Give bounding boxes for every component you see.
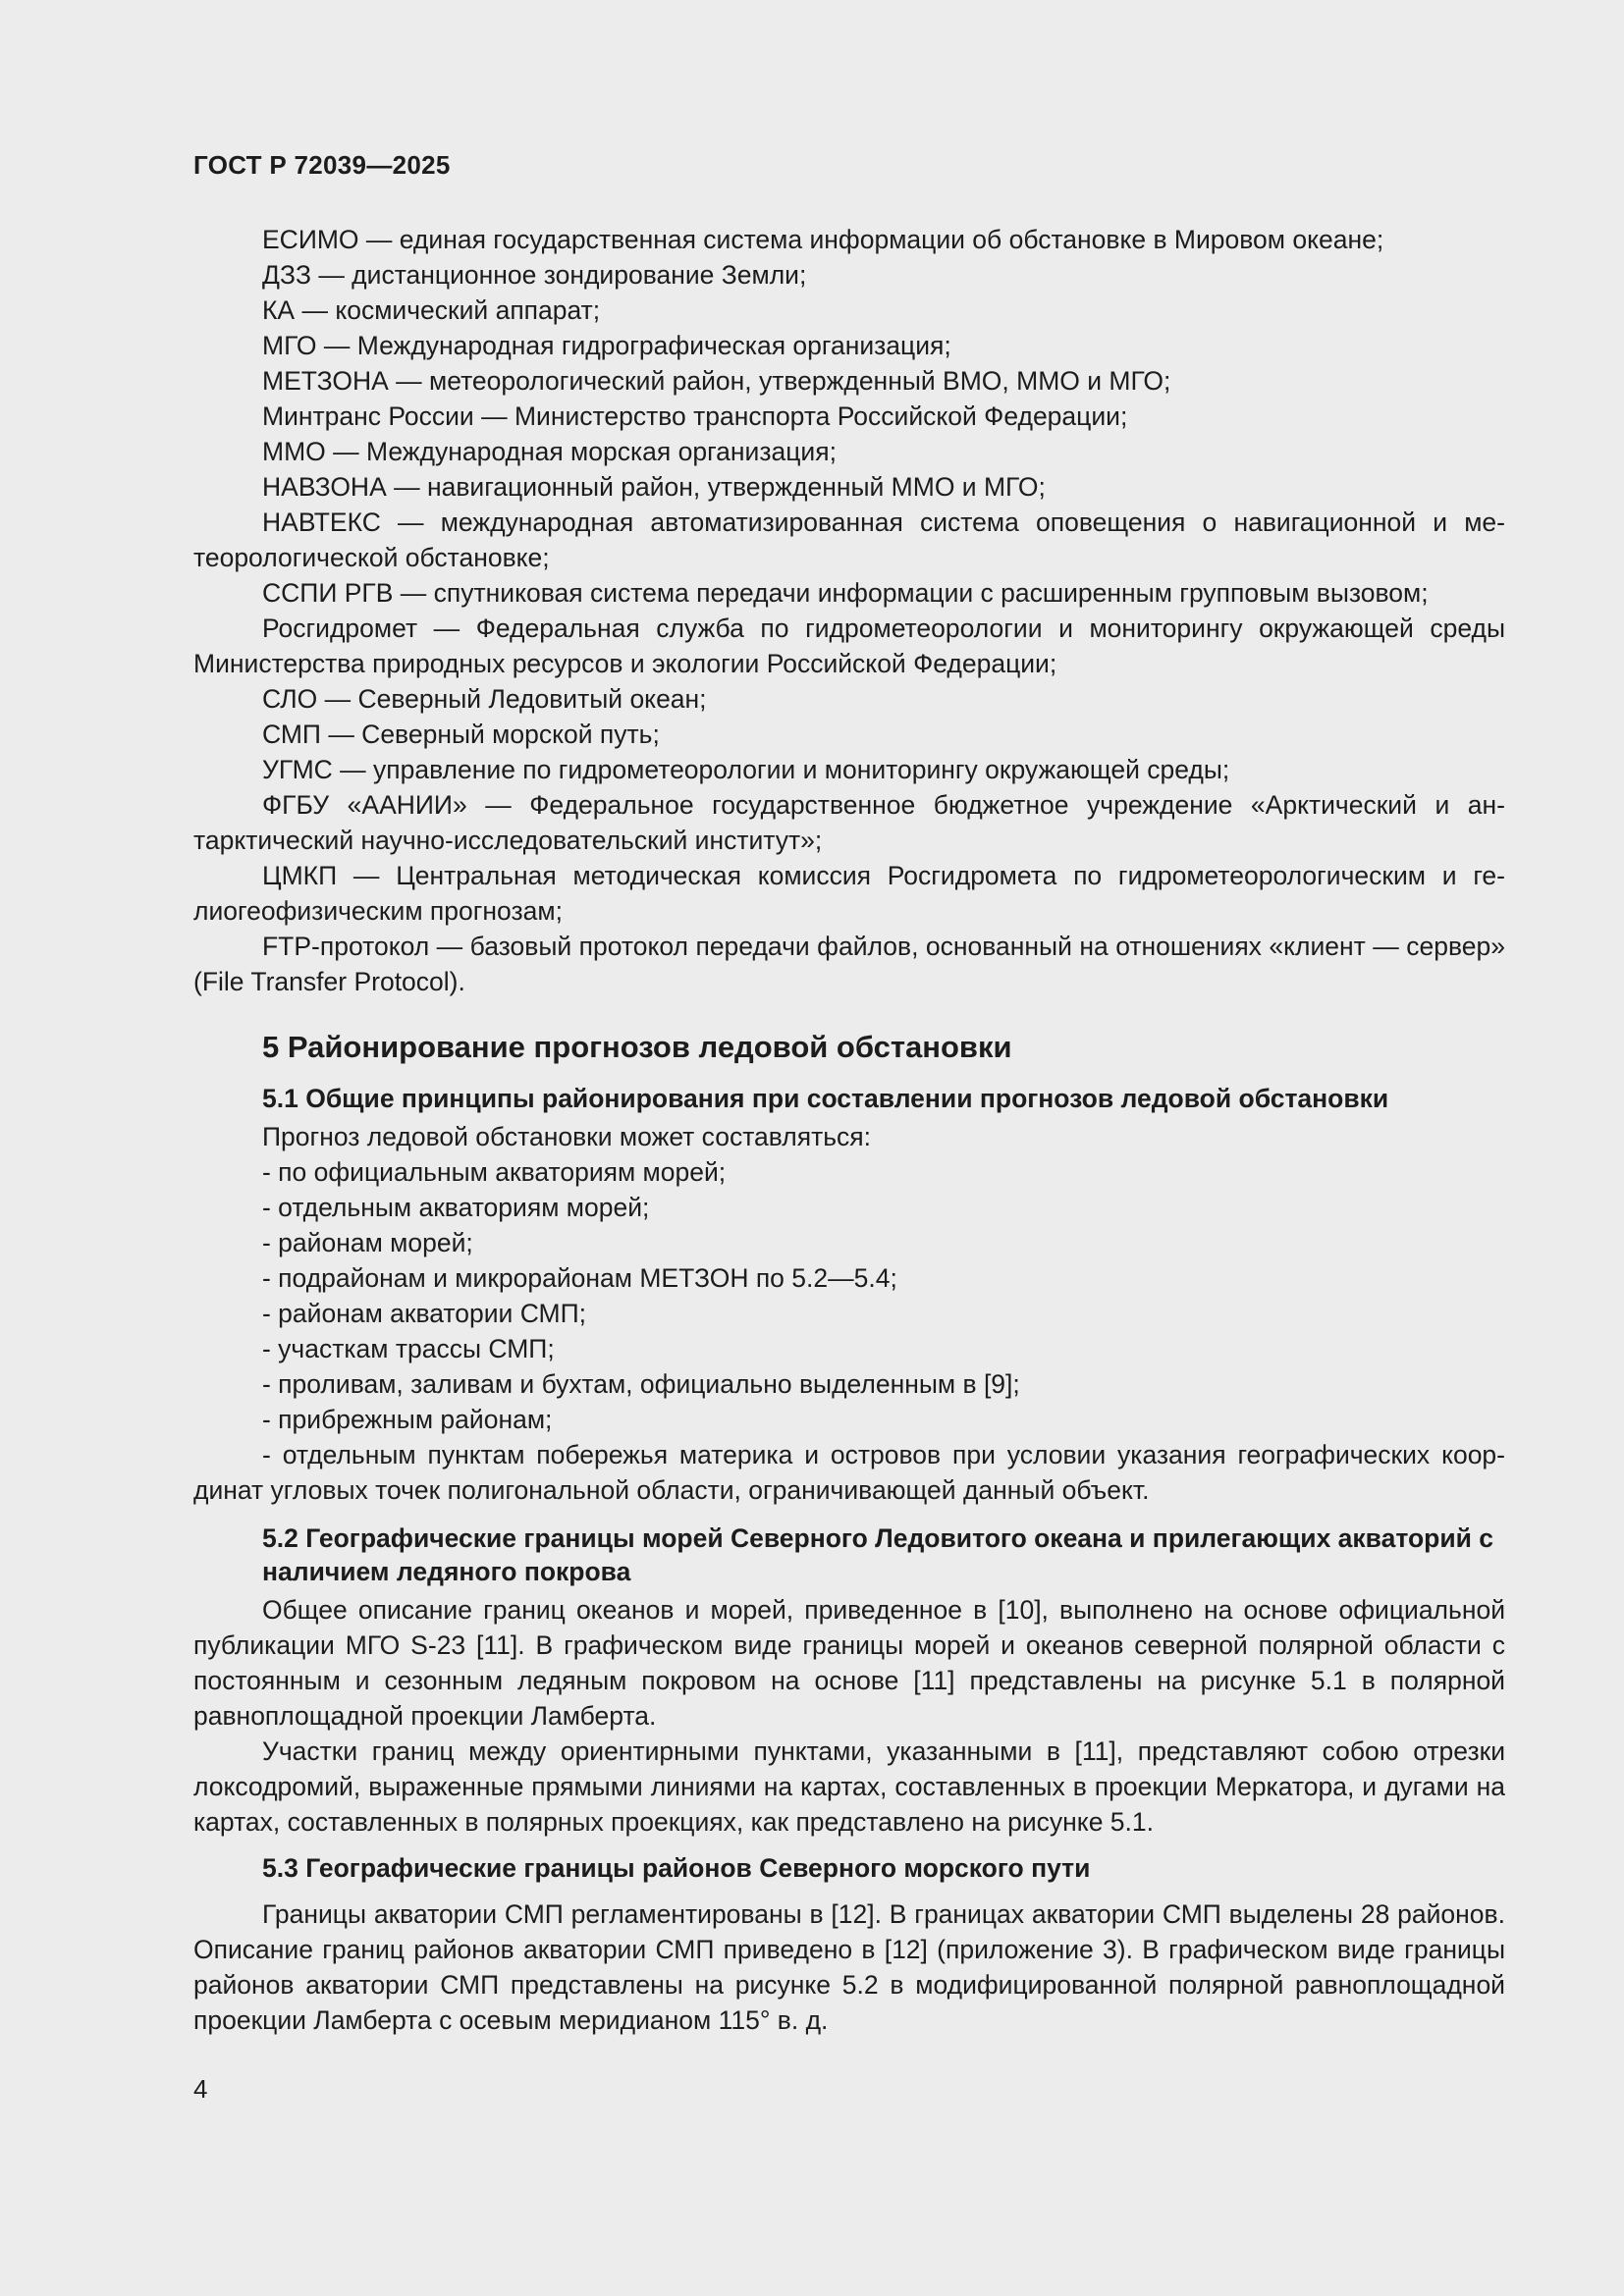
abbreviation-item: Минтранс России — Министерство транспорта Российской Федерации; [262, 401, 1128, 431]
abbreviation-item: ССПИ РГВ — спутниковая система передачи информации с расширенным групповым вызовом; [262, 578, 1429, 608]
abbreviation-item: УГМС — управление по гидрометеорологии и мониторингу окружающей среды; [262, 755, 1230, 784]
abbreviation-item: ДЗЗ — дистанционное зондирование Земли; [262, 260, 807, 290]
abbreviation-item: ММО — Международная морская организация; [262, 437, 837, 466]
list-item: - районам акватории СМП; [262, 1299, 587, 1328]
abbreviation-item: МЕТЗОНА — метеорологический район, утвержденный ВМО, ММО и МГО; [262, 366, 1171, 396]
list-item: - подрайонам и микрорайонам МЕТЗОН по 5.2—5.4; [262, 1263, 897, 1293]
subsection-5-1-intro: Прогноз ледовой обстановки может составляться: [262, 1122, 871, 1151]
abbreviation-item: КА — космический аппарат; [262, 295, 601, 325]
abbreviation-item: ЦМКП — Центральная методическая комиссия Росгидромета по гидрометеорологическим и гелиогеофизическим прогнозам; [193, 861, 1505, 926]
subsection-5-3-title: 5.3 Географические границы районов Северного морского пути [262, 1853, 1091, 1883]
list-item: - отдельным акваториям морей; [262, 1193, 650, 1222]
page-content [193, 222, 1505, 2038]
list-item: - участкам трассы СМП; [262, 1334, 555, 1363]
abbreviation-item: ЕСИМО — единая государственная система информации об обстановке в Мировом океане; [262, 225, 1384, 254]
abbreviation-item: FTP-протокол — базовый протокол передачи файлов, основанный на отношениях «клиент — сервер» (File Transfer Protocol). [193, 932, 1505, 996]
page-number: 4 [193, 2074, 208, 2104]
abbreviation-item: НАВТЕКС — международная автоматизированная система оповещения о навигационной и метеорологической обстановке; [193, 507, 1505, 572]
list-item: - районам морей; [262, 1228, 473, 1257]
abbreviation-item: СЛО — Северный Ледовитый океан; [262, 684, 707, 714]
abbreviation-item: МГО — Международная гидрографическая организация; [262, 331, 951, 360]
abbreviation-item: Росгидромет — Федеральная служба по гидрометеорологии и мониторингу окружающей среды Министерства природных ресурсов и экологии Российской Федерации; [193, 614, 1505, 678]
list-item: - проливам, заливам и бухтам, официально выделенным в [9]; [262, 1369, 1020, 1399]
standard-designation: ГОСТ Р 72039—2025 [193, 150, 451, 180]
list-item: - по официальным акваториям морей; [262, 1157, 727, 1187]
abbreviation-item: СМП — Северный морской путь; [262, 720, 660, 749]
abbreviation-item: НАВЗОНА — навигационный район, утвержденный ММО и МГО; [262, 472, 1046, 502]
subsection-5-1-title: 5.1 Общие принципы районирования при составлении прогнозов ледовой обстановки [262, 1084, 1389, 1113]
list-item: - отдельным пунктам побережья материка и островов при условии указания географических координат угловых точек полигональной области, ограничивающей данный объект. [193, 1440, 1505, 1505]
section-5-title: 5 Районирование прогнозов ледовой обстановки [262, 1030, 1012, 1064]
subsection-5-2-paragraph-2: Участки границ между ориентирными пунктами, указанными в [11], представляют собою отрезки локсодромий, выраженные прямыми линиями на картах, составленных в проекции Меркатора, и дугами на картах, составленных в полярных проекциях, как представлено на рисунке 5.1. [193, 1736, 1505, 1837]
subsection-5-3-paragraph-1: Границы акватории СМП регламентированы в [12]. В границах акватории СМП выделены 28 районов. Описание границ районов акватории СМП приведено в [12] (приложение 3). В графическом виде границы районов акватории СМП представлены на рисунке 5.2 в модифицированной полярной равноплощадной проекции Ламберта с осевым меридианом 115° в. д. [193, 1899, 1505, 2035]
zoning-list [193, 1154, 1505, 1508]
list-item: - прибрежным районам; [262, 1405, 553, 1434]
abbreviation-item: ФГБУ «ААНИИ» — Федеральное государственное бюджетное учреждение «Арктический и антарктический научно-исследовательский институт»; [193, 790, 1505, 855]
subsection-5-2-paragraph-1: Общее описание границ океанов и морей, приведенное в [10], выполнено на основе официальной публикации МГО S-23 [11]. В графическом виде границы морей и океанов северной полярной области с постоянным и сезонным ледяным покровом на основе [11] представлены на рисунке 5.1 в полярной равноплощадной проекции Ламберта. [193, 1595, 1505, 1731]
abbreviations-list [193, 222, 1505, 999]
subsection-5-2-title: 5.2 Географические границы морей Северного Ледовитого океана и прилегающих акваторий с наличием ледяного покрова [262, 1523, 1494, 1586]
